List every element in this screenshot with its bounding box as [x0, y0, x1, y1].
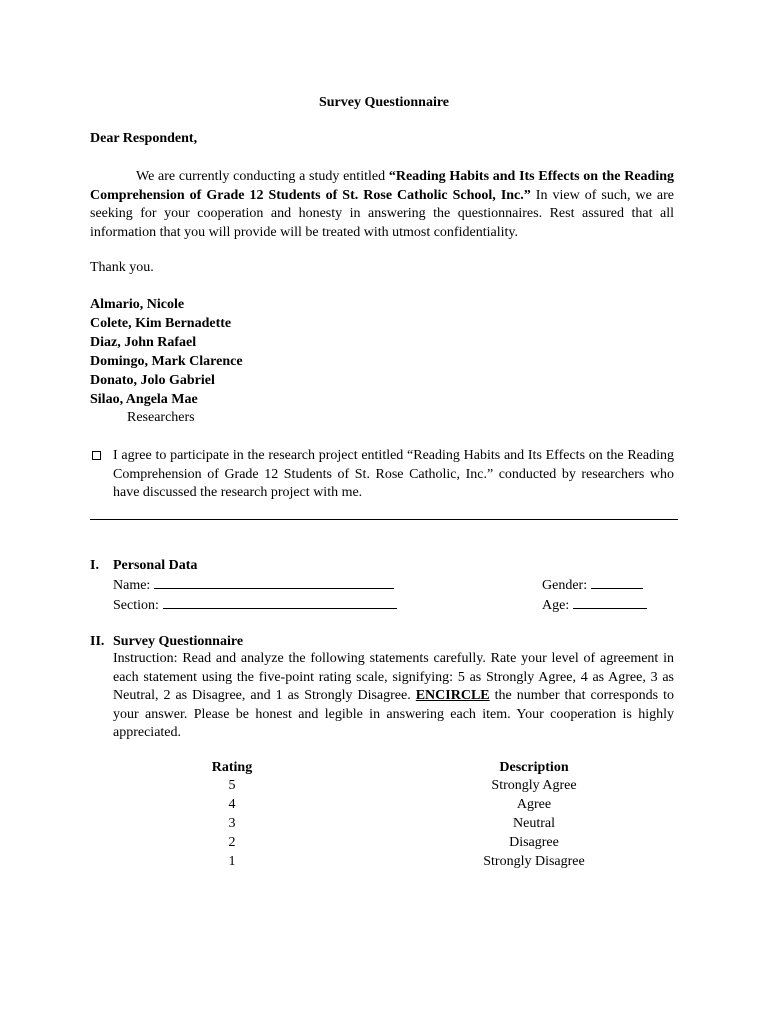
- section-number: I.: [90, 558, 99, 573]
- section-number: II.: [90, 634, 105, 649]
- researcher-name: Colete, Kim Bernadette: [90, 316, 232, 331]
- instruction-text: the number that corresponds to your answer. Please be honest and legible in answering each item. Your cooperation is highly appreciated.: [113, 688, 675, 740]
- researcher-name: Diaz, John Rafael: [90, 335, 197, 350]
- rating-value: 4: [228, 797, 236, 812]
- rating-description: Neutral: [513, 816, 555, 831]
- gender-label: Gender:: [542, 578, 588, 593]
- study-title: “Reading Habits and Its Effects on the Reading Comprehension of Grade 12 Students of St. Rose Catholic School, Inc.”: [90, 169, 674, 203]
- instruction-text: Instruction: Read and analyze the following statements carefully. Rate your level of agreement in each statement using the five-point rating scale, signifying: 5 as Strongly Agree, 4 as Agree, 3 as Neutral, 2 as Disagree, and 1 as Strongly Disagree.: [113, 651, 674, 703]
- page-title: Survey Questionnaire: [318, 95, 450, 110]
- instruction-emphasis: ENCIRCLE: [415, 688, 490, 703]
- researcher-name: Silao, Angela Mae: [90, 392, 198, 407]
- instruction-paragraph: [113, 650, 674, 743]
- researcher-name: Domingo, Mark Clarence: [90, 354, 243, 369]
- name-field[interactable]: [113, 576, 394, 596]
- name-label: Name:: [113, 578, 151, 593]
- consent-checkbox[interactable]: [92, 451, 101, 460]
- researchers-label: Researchers: [127, 410, 195, 425]
- rating-value: 1: [228, 854, 236, 869]
- rating-value: 5: [228, 778, 236, 793]
- salutation: Dear Respondent,: [90, 131, 198, 146]
- rating-value: 3: [228, 816, 236, 831]
- age-field[interactable]: [542, 596, 647, 616]
- description-header: Description: [499, 760, 569, 775]
- researcher-name: Almario, Nicole: [90, 297, 185, 312]
- section-heading: Survey Questionnaire: [113, 634, 244, 649]
- intro-lead: We are currently conducting a study entitled: [136, 169, 389, 184]
- section-heading: Personal Data: [113, 558, 198, 573]
- age-blank[interactable]: [573, 596, 647, 609]
- researcher-name: Donato, Jolo Gabriel: [90, 373, 215, 388]
- intro-rest: In view of such, we are seeking for your cooperation and honesty in answering the questionnaires. Rest assured that all information that you will provide will be treated with utmost confidentiality.: [90, 187, 674, 240]
- researcher-list: [90, 295, 243, 409]
- consent-text: I agree to participate in the research project entitled “Reading Habits and Its Effects on the Reading Comprehension of Grade 12 Students of St. Rose Catholic, Inc.” conducted by researchers who have discussed the research project with me.: [113, 448, 674, 500]
- thank-you: Thank you.: [90, 260, 154, 275]
- section-field[interactable]: [113, 596, 397, 616]
- gender-blank[interactable]: [591, 576, 643, 589]
- name-blank[interactable]: [154, 576, 394, 589]
- rating-description: Disagree: [509, 835, 559, 850]
- consent-block: [90, 447, 674, 503]
- rating-header: Rating: [211, 760, 253, 775]
- section-label: Section:: [113, 598, 159, 613]
- gender-field[interactable]: [542, 576, 643, 596]
- age-label: Age:: [542, 598, 570, 613]
- rating-value: 2: [228, 835, 236, 850]
- rating-description: Strongly Agree: [491, 778, 577, 793]
- divider-line: [90, 519, 678, 520]
- rating-description: Agree: [516, 797, 552, 812]
- section-blank[interactable]: [163, 596, 397, 609]
- intro-paragraph: [90, 168, 674, 242]
- rating-description: Strongly Disagree: [483, 854, 585, 869]
